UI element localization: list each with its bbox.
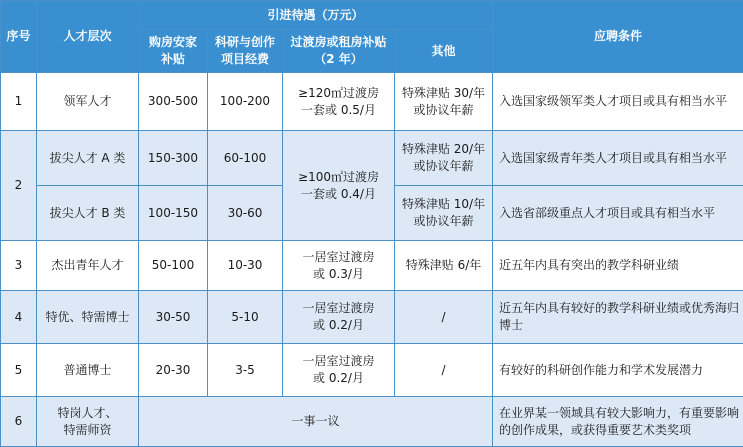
cell-seq: 2 [1,131,37,241]
cell-other-line2: 或协议年薪 [398,158,489,175]
cell-seq: 6 [1,397,37,447]
table-row [1,73,743,131]
cell-research: 100-200 [208,73,283,131]
cell-other-line1: 特殊津贴 20/年 [398,141,489,158]
cell-requirement: 近五年内具有较好的教学科研业绩或优秀海归博士 [493,291,743,344]
cell-housing: 150-300 [139,131,208,186]
cell-other-line2: 或协议年薪 [398,102,489,119]
cell-level: 拔尖人才 A 类 [37,131,139,186]
cell-requirement: 入选省部级重点人才项目或具有相当水平 [493,186,743,241]
cell-requirement: 有较好的科研创作能力和学术发展潜力 [493,344,743,397]
cell-housing: 300-500 [139,73,208,131]
cell-transition [283,344,395,397]
cell-research: 10-30 [208,241,283,291]
cell-transition-line1: ≥120㎡过渡房 [286,85,391,102]
cell-other-line1: 特殊津贴 30/年 [398,85,489,102]
cell-seq: 4 [1,291,37,344]
cell-transition [283,73,395,131]
cell-requirement: 入选国家级青年类人才项目或具有相当水平 [493,131,743,186]
cell-requirement: 近五年内具有突出的教学科研业绩 [493,241,743,291]
cell-other-line2: 或协议年薪 [398,213,489,230]
header-transition-line2: （2 年） [286,51,391,68]
cell-other [395,131,493,186]
cell-other: 特殊津贴 6/年 [395,241,493,291]
cell-other: / [395,344,493,397]
header-requirements: 应聘条件 [493,1,743,73]
cell-transition [283,241,395,291]
header-transition-line1: 过渡房或租房补贴 [286,34,391,51]
cell-requirement: 入选国家级领军类人才项目或具有相当水平 [493,73,743,131]
table-row [1,291,743,344]
cell-other-line1: 特殊津贴 10/年 [398,196,489,213]
cell-research: 3-5 [208,344,283,397]
cell-research: 60-100 [208,131,283,186]
table-row [1,131,743,186]
header-housing-line2: 补贴 [142,51,204,68]
header-seq-text: 序号 [4,28,33,45]
cell-level: 拔尖人才 B 类 [37,186,139,241]
cell-other [395,186,493,241]
header-research-line1: 科研与创作 [211,34,279,51]
header-level: 人才层次 [37,1,139,73]
cell-research: 30-60 [208,186,283,241]
cell-level: 领军人才 [37,73,139,131]
table-row [1,344,743,397]
header-housing [139,30,208,73]
cell-research: 5-10 [208,291,283,344]
cell-transition-line1: 一居室过渡房 [286,353,391,370]
cell-seq: 5 [1,344,37,397]
cell-level-line2: 特需师资 [40,422,135,439]
header-seq [1,1,37,73]
cell-transition [283,291,395,344]
cell-other: / [395,291,493,344]
cell-other [395,73,493,131]
cell-transition-line2: 一套或 0.4/月 [286,186,391,203]
cell-negotiable: 一事一议 [139,397,493,447]
cell-seq: 3 [1,241,37,291]
cell-housing: 100-150 [139,186,208,241]
header-housing-line1: 购房安家 [142,34,204,51]
cell-level [37,397,139,447]
cell-transition-line2: 或 0.2/月 [286,317,391,334]
cell-transition-line1: 一居室过渡房 [286,249,391,266]
cell-transition-line2: 或 0.2/月 [286,370,391,387]
table-row [1,241,743,291]
cell-seq: 1 [1,73,37,131]
cell-transition-line2: 一套或 0.5/月 [286,102,391,119]
cell-housing: 30-50 [139,291,208,344]
cell-transition-line1: 一居室过渡房 [286,300,391,317]
cell-level: 杰出青年人才 [37,241,139,291]
header-transition [283,30,395,73]
cell-transition [283,131,395,241]
header-row-1 [1,1,743,30]
cell-transition-line2: 或 0.3/月 [286,266,391,283]
cell-level: 普通博士 [37,344,139,397]
table-row [1,397,743,447]
header-research-line2: 项目经费 [211,51,279,68]
cell-level: 特优、特需博士 [37,291,139,344]
header-other: 其他 [395,30,493,73]
cell-housing: 20-30 [139,344,208,397]
cell-transition-line1: ≥100㎡过渡房 [286,169,391,186]
cell-housing: 50-100 [139,241,208,291]
header-research [208,30,283,73]
cell-requirement: 在业界某一领域具有较大影响力，有重要影响的创作成果，或获得重要艺术类奖项 [493,397,743,447]
header-benefits-group: 引进待遇（万元） [139,1,493,30]
cell-level-line1: 特岗人才、 [40,405,135,422]
